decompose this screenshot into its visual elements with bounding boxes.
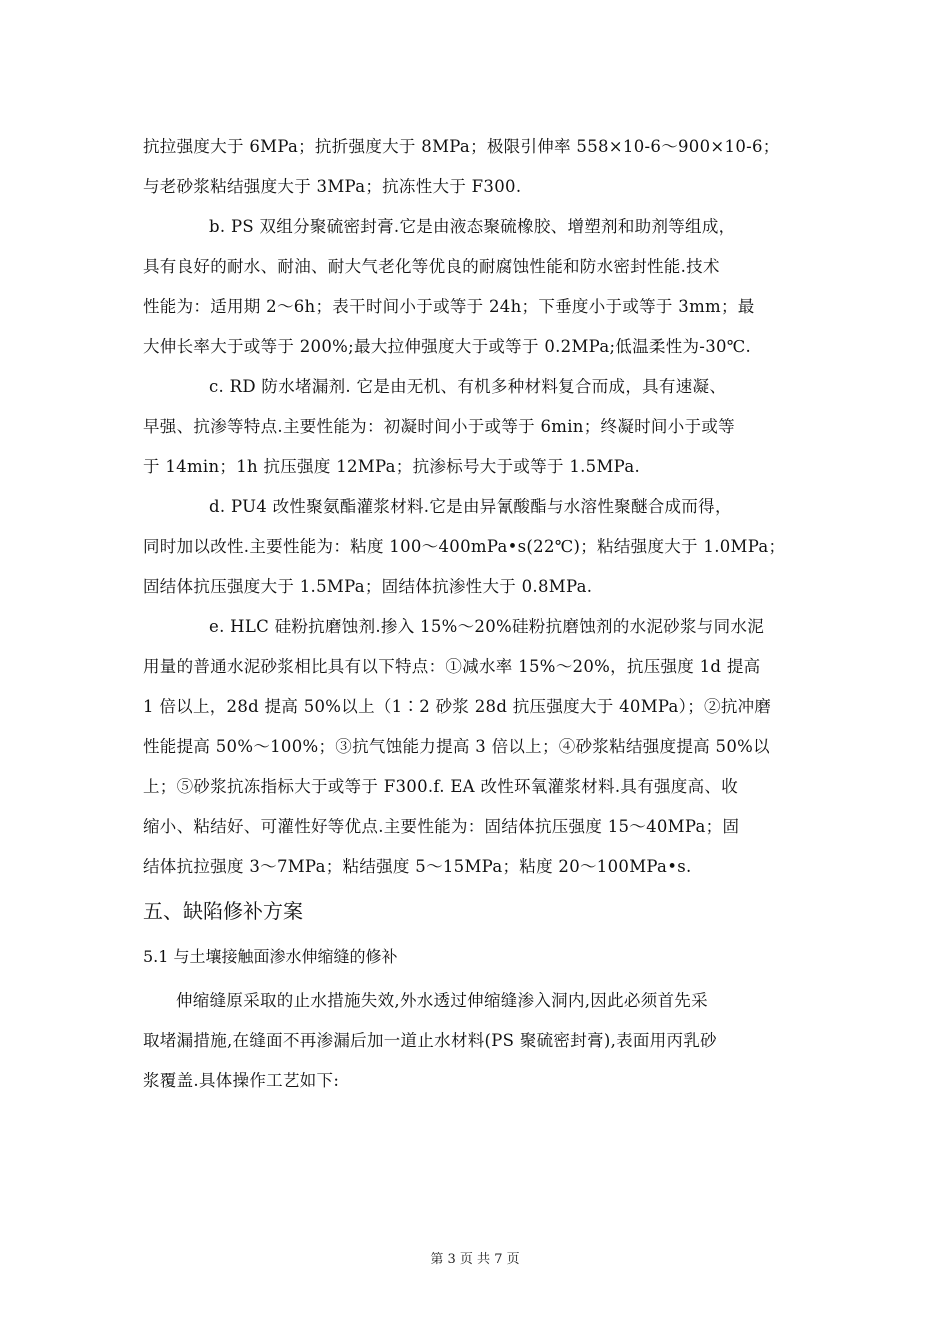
paragraph-rd-plugging-agent [143,367,809,487]
text-line: 浆覆盖.具体操作工艺如下: [143,1071,340,1090]
document-body [143,127,809,1101]
text-line: 结体抗拉强度 3～7MPa；粘结强度 5～15MPa；粘度 20～100MPa•s. [143,857,692,876]
text-line: 大伸长率大于或等于 200%;最大拉伸强度大于或等于 0.2MPa;低温柔性为-30℃. [143,337,752,356]
text-line: d. PU4 改性聚氨酯灌浆材料.它是由异氰酸酯与水溶性聚醚合成而得， [209,497,732,516]
text-line: b. PS 双组分聚硫密封膏.它是由液态聚硫橡胶、增塑剂和助剂等组成， [209,217,736,236]
text-line: 抗拉强度大于 6MPa；抗折强度大于 8MPa；极限引伸率 558×10-6～900×10-6； [143,137,780,156]
page-number-footer: 第 3 页 共 7 页 [430,1252,520,1267]
text-line: 早强、抗渗等特点.主要性能为：初凝时间小于或等于 6min；终凝时间小于或等 [143,417,735,436]
text-line: 性能为：适用期 2～6h；表干时间小于或等于 24h；下垂度小于或等于 3mm；最 [143,297,755,316]
text-line: 具有良好的耐水、耐油、耐大气老化等优良的耐腐蚀性能和防水密封性能.技术 [143,257,720,276]
text-line: 与老砂浆粘结强度大于 3MPa；抗冻性大于 F300. [143,177,522,196]
text-line: c. RD 防水堵漏剂. 它是由无机、有机多种材料复合而成，具有速凝、 [209,377,727,396]
text-line: 上；⑤砂浆抗冻指标大于或等于 F300.f. EA 改性环氧灌浆材料.具有强度高、收 [143,777,738,796]
paragraph-hlc-silica-fume [143,607,809,887]
paragraph-ps-sealant [143,207,809,367]
text-line: 性能提高 50%～100%；③抗气蚀能力提高 3 倍以上；④砂浆粘结强度提高 50%以 [143,737,770,756]
subsection-heading: 5.1 与土壤接触面渗水伸缩缝的修补 [143,947,398,966]
text-line: 1 倍以上，28d 提高 50%以上（1∶2 砂浆 28d 抗压强度大于 40MPa）；②抗冲磨 [143,697,772,716]
text-line: 于 14min；1h 抗压强度 12MPa；抗渗标号大于或等于 1.5MPa. [143,457,641,476]
paragraph-pu4-grout [143,487,809,607]
text-line: 同时加以改性.主要性能为：粘度 100～400mPa•s(22℃)；粘结强度大于 1.0MPa； [143,537,786,556]
section-heading: 五、缺陷修补方案 [143,899,303,923]
paragraph-strength-specs [143,127,809,207]
text-line: 取堵漏措施,在缝面不再渗漏后加一道止水材料(PS 聚硫密封膏),表面用丙乳砂 [143,1031,717,1050]
text-line: 缩小、粘结好、可灌性好等优点.主要性能为：固结体抗压强度 15～40MPa；固 [143,817,740,836]
paragraph-expansion-joint-repair [143,981,809,1101]
text-line: 伸缩缝原采取的止水措施失效,外水透过伸缩缝渗入洞内,因此必须首先采 [176,991,708,1010]
text-line: e. HLC 硅粉抗磨蚀剂.掺入 15%～20%硅粉抗磨蚀剂的水泥砂浆与同水泥 [209,617,765,636]
text-line: 用量的普通水泥砂浆相比具有以下特点：①减水率 15%～20%，抗压强度 1d 提高 [143,657,761,676]
text-line: 固结体抗压强度大于 1.5MPa；固结体抗渗性大于 0.8MPa. [143,577,593,596]
